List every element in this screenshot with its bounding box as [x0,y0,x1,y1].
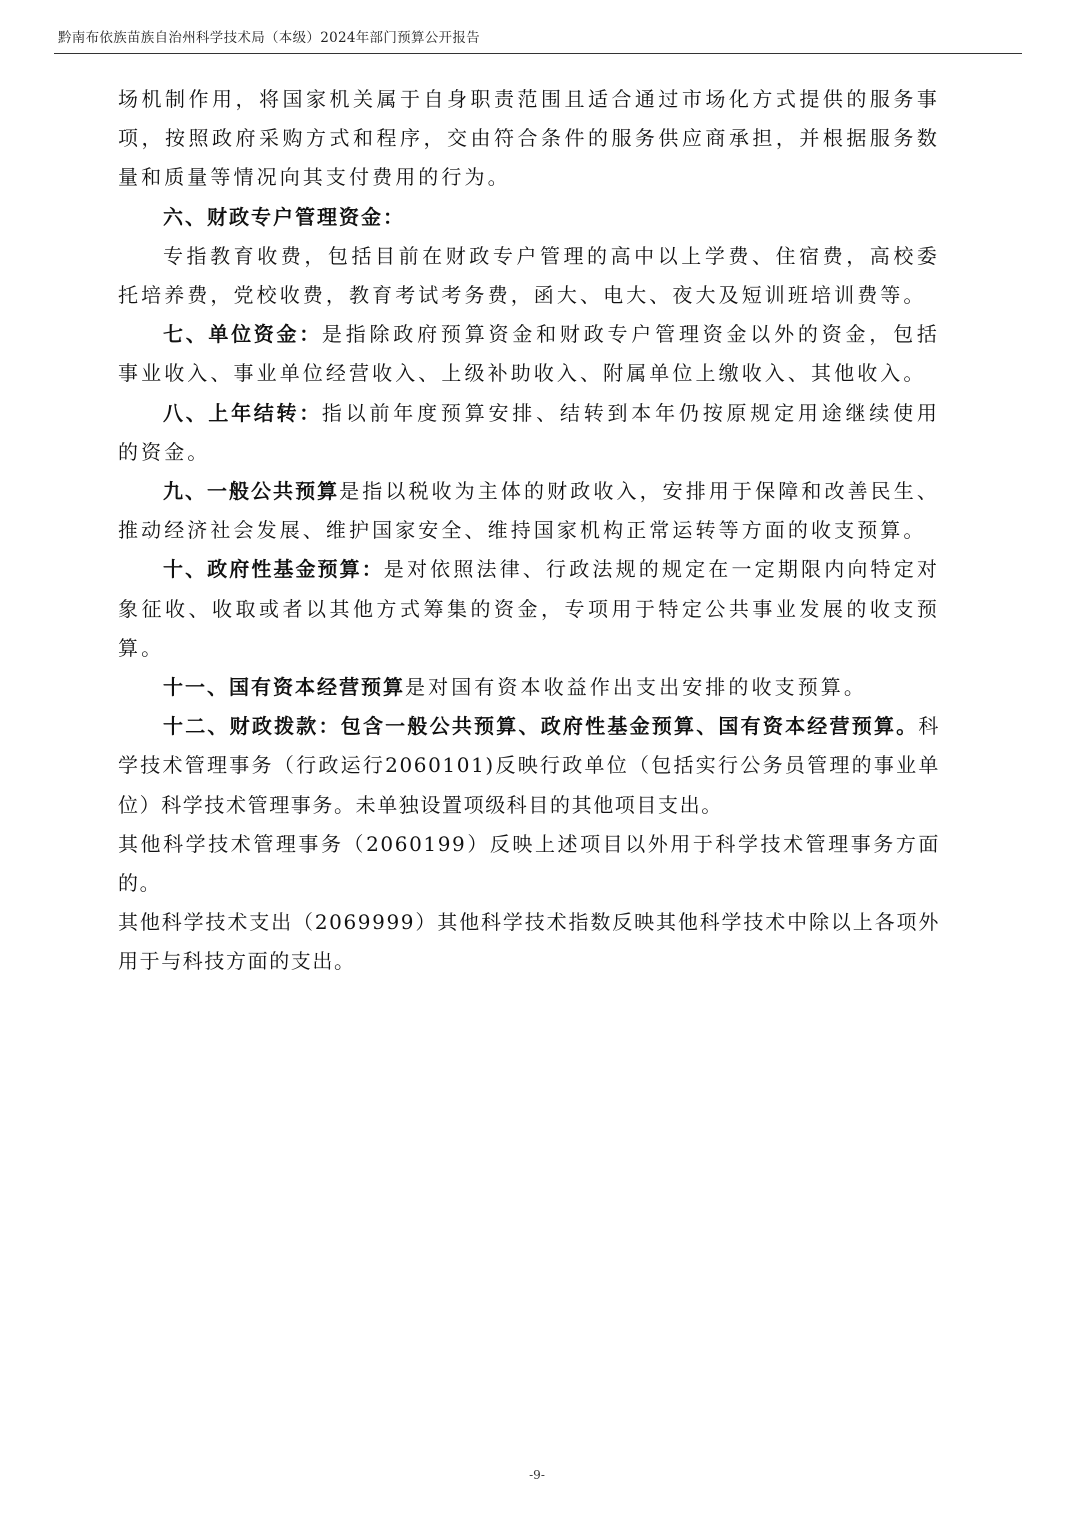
header-divider [54,53,1022,54]
paragraph-government-fund-budget: 十、政府性基金预算：是对依照法律、行政法规的规定在一定期限内向特定对象征收、收取或者以其他方式筹集的资金，专项用于特定公共事业发展的收支预算。 [118,557,941,660]
paragraph-service-procurement-continued: 场机制作用，将国家机关属于自身职责范围且适合通过市场化方式提供的服务事项，按照政府采购方式和程序，交由符合条件的服务供应商承担，并根据服务数量和质量等情况向其支付费用的行为。 [118,87,940,190]
paragraph-unit-funds: 七、单位资金：是指除政府预算资金和财政专户管理资金以外的资金，包括事业收入、事业单位经营收入、上级补助收入、附属单位上缴收入、其他收入。 [118,322,940,386]
paragraph-prior-year-carryover: 八、上年结转：指以前年度预算安排、结转到本年仍按原规定用途继续使用的资金。 [118,400,940,464]
term-state-capital-budget: 十一、国有资本经营预算 [163,675,405,700]
paragraph-education-fees: 专指教育收费，包括目前在财政专户管理的高中以上学费、住宿费，高校委托培养费，党校收费，教育考试考务费，函大、电大、夜大及短训班培训费等。 [118,243,940,308]
paragraph-state-capital-budget: 十一、国有资本经营预算是对国有资本收益作出支出安排的收支预算。 [163,675,867,700]
paragraph-fiscal-appropriation: 十二、财政拨款：包含一般公共预算、政府性基金预算、国有资本经营预算。科学技术管理事务（行政运行2060101)反映行政单位（包括实行公务员管理的事业单位）科学技术管理事务。未单独设置项级科目的其他项目支出。 [118,714,940,817]
paragraph-general-public-budget: 九、一般公共预算是指以税收为主体的财政收入，安排用于保障和改善民生、推动经济社会发展、维护国家安全、维持国家机构正常运转等方面的收支预算。 [118,479,941,543]
paragraph-other-sci-tech-management: 其他科学技术管理事务（2060199）反映上述项目以外用于科学技术管理事务方面的。 [118,831,940,896]
term-general-public-budget: 九、一般公共预算 [163,479,340,504]
document-body [118,80,940,982]
page-number: -9- [529,1468,545,1482]
term-unit-funds: 七、单位资金： [163,322,322,347]
term-fiscal-appropriation: 十二、财政拨款：包含一般公共预算、政府性基金预算、国有资本经营预算。 [163,714,919,739]
paragraph-other-sci-tech-expenditure: 其他科学技术支出（2069999）其他科学技术指数反映其他科学技术中除以上各项外用于与科技方面的支出。 [118,910,940,974]
term-government-fund-budget: 十、政府性基金预算： [163,557,384,582]
term-prior-year-carryover: 八、上年结转： [163,400,322,425]
document-header-title: 黔南布依族苗族自治州科学技术局（本级）2024年部门预算公开报告 [58,30,480,46]
heading-fiscal-special-account-funds: 六、财政专户管理资金： [163,204,405,229]
